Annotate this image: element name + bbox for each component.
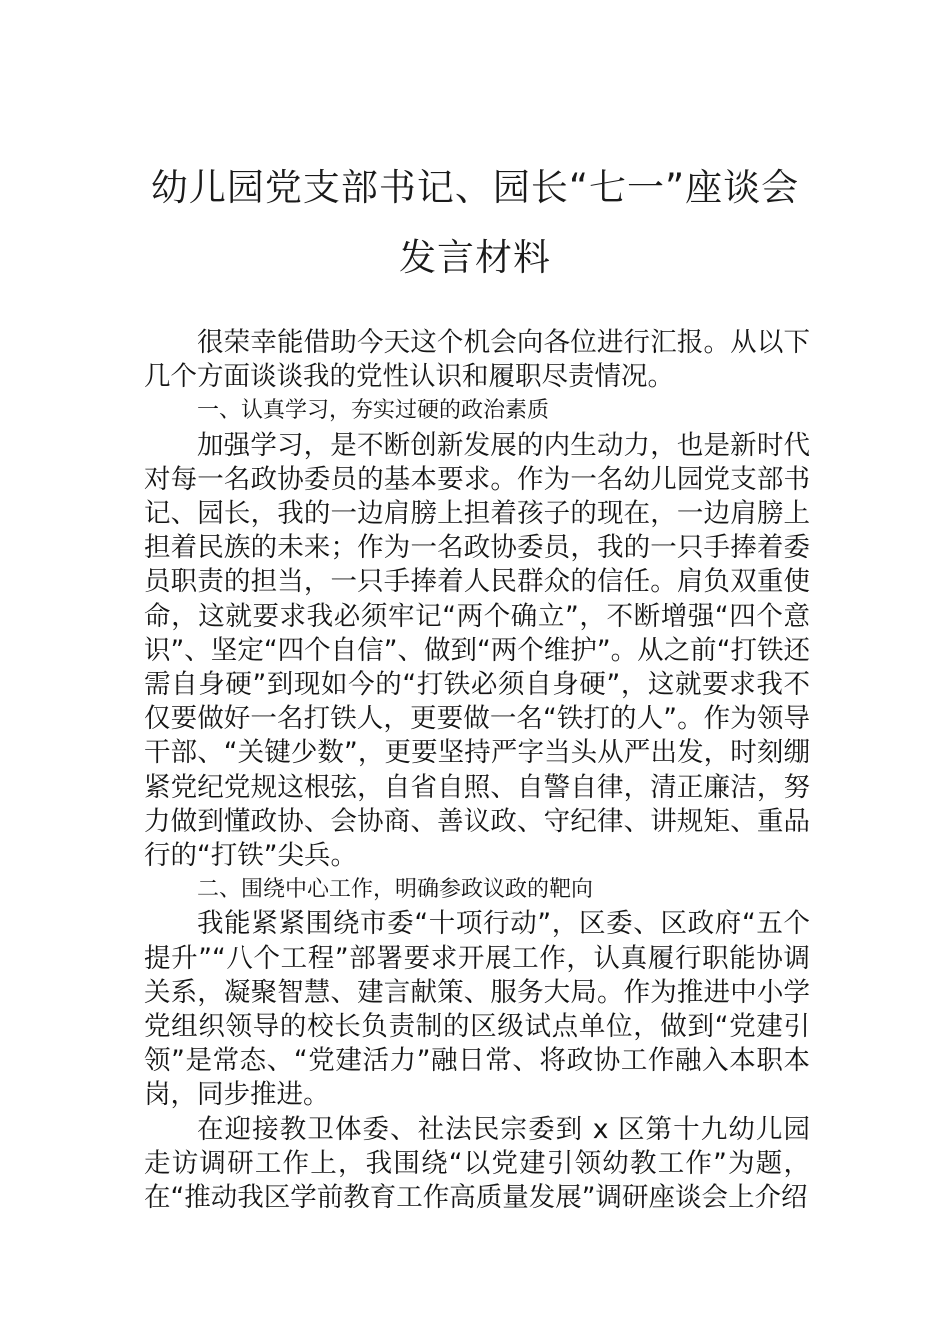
section-heading-2: 二、围绕中心工作，明确参政议政的靶向 [197, 877, 594, 903]
paragraph-intro: 很荣幸能借助今天这个机会向各位进行汇报。从以下几个方面谈谈我的党性认识和履职尽责情况。 [144, 327, 810, 393]
document-title-line-2: 发言材料 [399, 236, 551, 279]
document-body [144, 326, 810, 1215]
document-title-line-1: 幼儿园党支部书记、园长“七一”座谈会 [150, 166, 800, 209]
paragraph-center-work: 我能紧紧围绕市委“十项行动”，区委、区政府“五个提升”“八个工程”部署要求开展工作，认真履行职能协调关系，凝聚智慧、建言献策、服务大局。作为推进中小学党组织领导的校长负责制的区级试点单位，做到“党建引领”是常态、“党建活力”融日常、将政协工作融入本职本岗，同步推进。 [144, 908, 810, 1111]
paragraph-research-visit: 在迎接教卫体委、社法民宗委到 x 区第十九幼儿园走访调研工作上，我围绕“以党建引领幼教工作”为题，在“推动我区学前教育工作高质量发展”调研座谈会上介绍 [144, 1113, 810, 1214]
paragraph-study: 加强学习，是不断创新发展的内生动力，也是新时代对每一名政协委员的基本要求。作为一名幼儿园党支部书记、园长，我的一边肩膀上担着孩子的现在，一边肩膀上担着民族的未来；作为一名政协委员，我的一只手捧着委员职责的担当，一只手捧着人民群众的信任。肩负双重使命，这就要求我必须牢记“两个确立”，不断增强“四个意识”、坚定“四个自信”、做到“两个维护”。从之前“打铁还需自身硬”到现如今的“打铁必须自身硬”，这就要求我不仅要做好一名打铁人，更要做一名“铁打的人”。作为领导干部、“关键少数”，更要坚持严字当头从严出发，时刻绷紧党纪党规这根弦，自省自照、自警自律，清正廉洁，努力做到懂政协、会协商、善议政、守纪律、讲规矩、重品行的“打铁”尖兵。 [144, 429, 810, 872]
section-heading-1: 一、认真学习，夯实过硬的政治素质 [197, 398, 550, 424]
